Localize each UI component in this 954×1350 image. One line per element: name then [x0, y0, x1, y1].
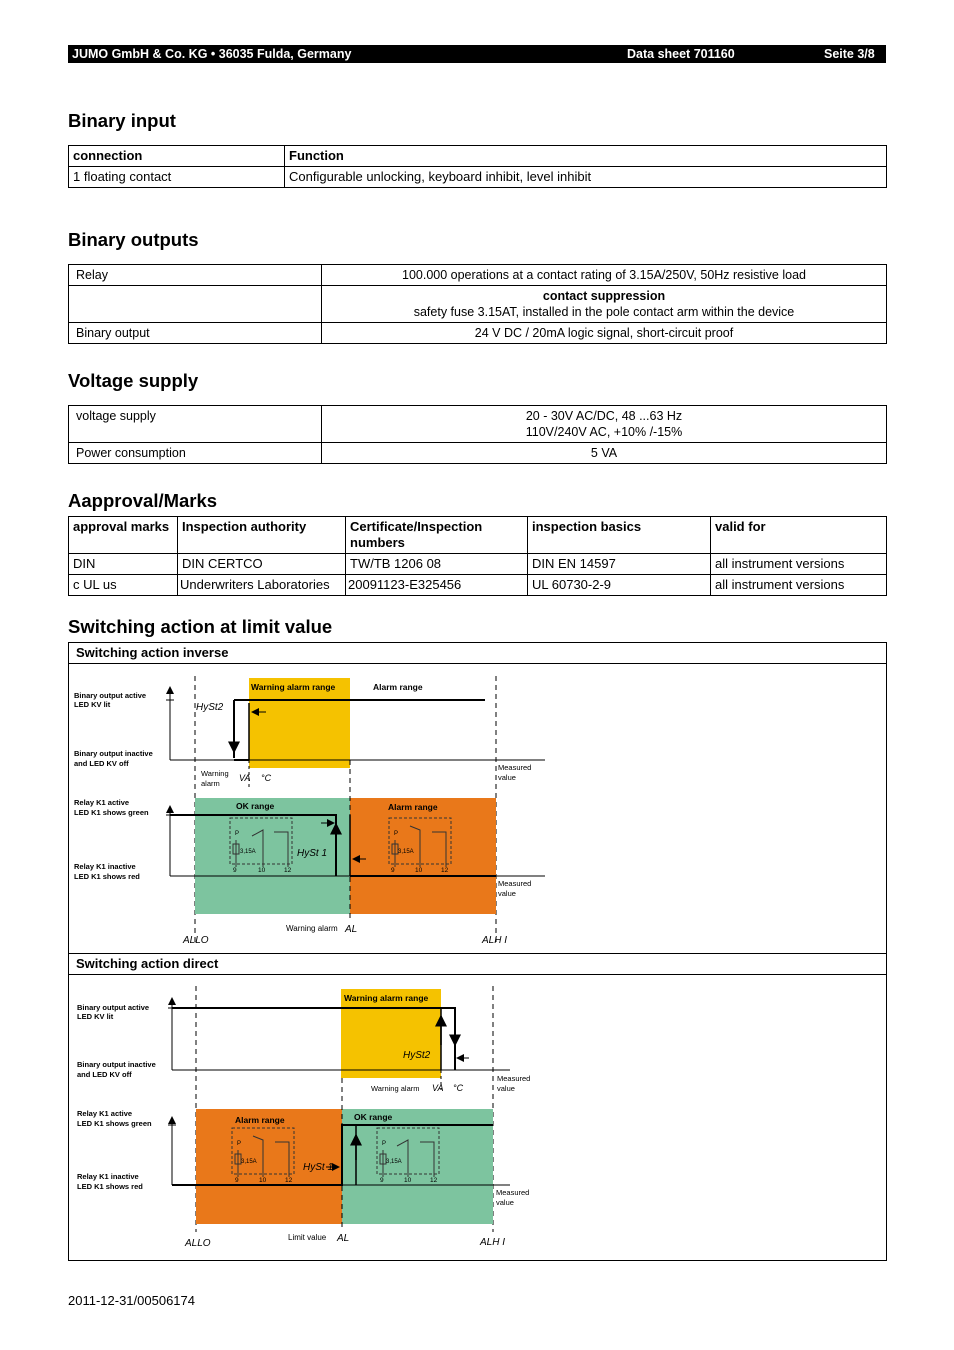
alarm-range-label: Alarm range: [235, 1115, 285, 1125]
bin-active-label-2: LED KV lit: [77, 1012, 114, 1021]
measured-label-2: value: [497, 1084, 515, 1093]
table-cell: DIN: [69, 554, 178, 575]
alarm-range-label: Alarm range: [388, 802, 438, 812]
svg-text:3,15A: 3,15A: [240, 849, 256, 855]
hyst2-label: HySt2: [403, 1050, 431, 1061]
al-label: AL: [345, 924, 358, 935]
va-label: VA: [239, 773, 251, 783]
svg-text:P: P: [237, 1141, 242, 1147]
table-cell: Binary output: [69, 323, 322, 344]
bin-inactive-label-2: and LED KV off: [74, 759, 129, 768]
datasheet-number: Data sheet 701160: [627, 47, 735, 61]
warning-label-2: alarm: [201, 779, 220, 788]
table-cell: TW/TB 1206 08: [346, 554, 528, 575]
bin-active-label: Binary output active: [77, 1003, 150, 1012]
bin-inactive-label: Binary output inactive: [74, 749, 153, 758]
table-cell: Relay: [69, 265, 322, 286]
svg-text:12: 12: [430, 1177, 438, 1184]
table-cell: 1 floating contact: [69, 167, 285, 188]
relay-inactive-label-2: LED K1 shows red: [77, 1182, 143, 1191]
table-header-cell: Function: [285, 146, 887, 167]
table-cell: 20091123-E325456: [346, 575, 528, 596]
measured-label-2: value: [498, 889, 516, 898]
table-header-cell: valid for: [711, 517, 887, 554]
binary-outputs-title: Binary outputs: [68, 229, 199, 250]
warning-alarm-label: Warning alarm: [371, 1084, 420, 1093]
ok-range-label: OK range: [354, 1112, 393, 1122]
warning-alarm-label: Warning alarm: [286, 924, 338, 933]
hyst2-label: HySt2: [196, 702, 224, 713]
svg-text:9: 9: [380, 1177, 384, 1184]
table-cell: 100.000 operations at a contact rating of 3.15A/250V, 50Hz resistive load: [322, 265, 887, 286]
bin-active-label-2: LED KV lit: [74, 700, 111, 709]
bin-active-label: Binary output active: [74, 691, 147, 700]
alarm-range-area: [350, 798, 496, 914]
relay-inactive-label: Relay K1 inactive: [74, 862, 136, 871]
warning-range-label: Warning alarm range: [344, 993, 429, 1003]
svg-text:3,15A: 3,15A: [241, 1159, 257, 1165]
direct-title: Switching action direct: [76, 956, 219, 971]
relay-active-label: Relay K1 active: [74, 798, 130, 807]
svg-text:9: 9: [235, 1177, 239, 1184]
svg-text:P: P: [235, 831, 240, 837]
voltage-supply-title: Voltage supply: [68, 370, 199, 391]
company-name: JUMO GmbH & Co. KG • 36035 Fulda, Germany: [72, 47, 352, 61]
svg-text:12: 12: [285, 1177, 293, 1184]
warning-label: Warning: [201, 769, 229, 778]
suppression-text: safety fuse 3.15AT, installed in the pole contact arm within the device: [413, 305, 795, 319]
hyst1-label: HySt 1: [297, 848, 328, 859]
svg-text:9: 9: [233, 867, 237, 874]
inverse-diagram: [74, 676, 545, 946]
measured-label: Measured: [498, 879, 532, 888]
table-cell: 5 VA: [322, 443, 887, 464]
voltage-value-2: 110V/240V AC, +10% /-15%: [525, 425, 683, 439]
table-cell: Power consumption: [69, 443, 322, 464]
relay-active-label-2: LED K1 shows green: [74, 808, 149, 817]
voltage-value-1: 20 - 30V AC/DC, 48 ...63 Hz: [525, 409, 683, 423]
relay-active-label: Relay K1 active: [77, 1109, 133, 1118]
svg-text:12: 12: [284, 867, 292, 874]
table-header-cell: Certificate/Inspection numbers: [346, 517, 528, 554]
table-cell: DIN CERTCO: [178, 554, 346, 575]
limit-value-label: Limit value: [288, 1233, 327, 1242]
measured-label: Measured: [498, 763, 532, 772]
alhi-label: ALH I: [482, 935, 508, 946]
relay-inactive-label: Relay K1 inactive: [77, 1172, 139, 1181]
relay-inactive-label-2: LED K1 shows red: [74, 872, 140, 881]
svg-text:10: 10: [404, 1177, 412, 1184]
svg-text:10: 10: [259, 1177, 267, 1184]
footer-date-code: 2011-12-31/00506174: [68, 1293, 195, 1308]
table-cell: DIN EN 14597: [528, 554, 711, 575]
allo-label: ALLO: [185, 1238, 211, 1249]
table-header-cell: connection: [69, 146, 285, 167]
table-cell: Configurable unlocking, keyboard inhibit, level inhibit: [285, 167, 887, 188]
measured-label: Measured: [496, 1188, 530, 1197]
table-cell: Underwriters Laboratories: [178, 575, 346, 596]
table-header-cell: inspection basics: [528, 517, 711, 554]
degc-label: °C: [261, 773, 272, 783]
allo-label: ALLO: [183, 935, 209, 946]
measured-label-2: value: [498, 773, 516, 782]
switching-title: Switching action at limit value: [68, 616, 333, 637]
bin-inactive-label-2: and LED KV off: [77, 1070, 132, 1079]
va-label: VA: [432, 1083, 444, 1093]
svg-text:3,15A: 3,15A: [386, 1159, 402, 1165]
svg-text:9: 9: [391, 867, 395, 874]
measured-label-2: value: [496, 1198, 514, 1207]
warning-range-label: Warning alarm range: [251, 682, 336, 692]
svg-text:3,15A: 3,15A: [398, 849, 414, 855]
page-number: Seite 3/8: [824, 47, 875, 61]
table-cell: c UL us: [69, 575, 178, 596]
table-cell: all instrument versions: [711, 575, 887, 596]
relay-active-label-2: LED K1 shows green: [77, 1119, 152, 1128]
suppression-title: contact suppression: [542, 289, 666, 303]
alhi-label: ALH I: [480, 1237, 506, 1248]
table-cell: voltage supply: [69, 406, 322, 443]
approval-title: Aapproval/Marks: [68, 490, 218, 511]
svg-text:P: P: [382, 1141, 387, 1147]
measured-label: Measured: [497, 1074, 531, 1083]
svg-text:P: P: [394, 831, 399, 837]
degc-label: °C: [453, 1083, 464, 1093]
svg-text:12: 12: [441, 867, 449, 874]
table-header-cell: approval marks: [69, 517, 178, 554]
table-cell: all instrument versions: [711, 554, 887, 575]
ok-range-label: OK range: [236, 801, 275, 811]
table-cell: UL 60730-2-9: [528, 575, 711, 596]
svg-text:10: 10: [415, 867, 423, 874]
inverse-title: Switching action inverse: [76, 645, 229, 660]
binary-input-title: Binary input: [68, 110, 176, 131]
hyst1-label: HySt 1: [303, 1162, 334, 1173]
table-cell: 24 V DC / 20mA logic signal, short-circuit proof: [322, 323, 887, 344]
table-header-cell: Inspection authority: [178, 517, 346, 554]
bin-inactive-label: Binary output inactive: [77, 1060, 156, 1069]
direct-diagram: [77, 986, 530, 1249]
al-label: AL: [337, 1233, 350, 1244]
svg-text:10: 10: [258, 867, 266, 874]
ok-range-area: [342, 1109, 493, 1224]
alarm-range-label: Alarm range: [373, 682, 423, 692]
